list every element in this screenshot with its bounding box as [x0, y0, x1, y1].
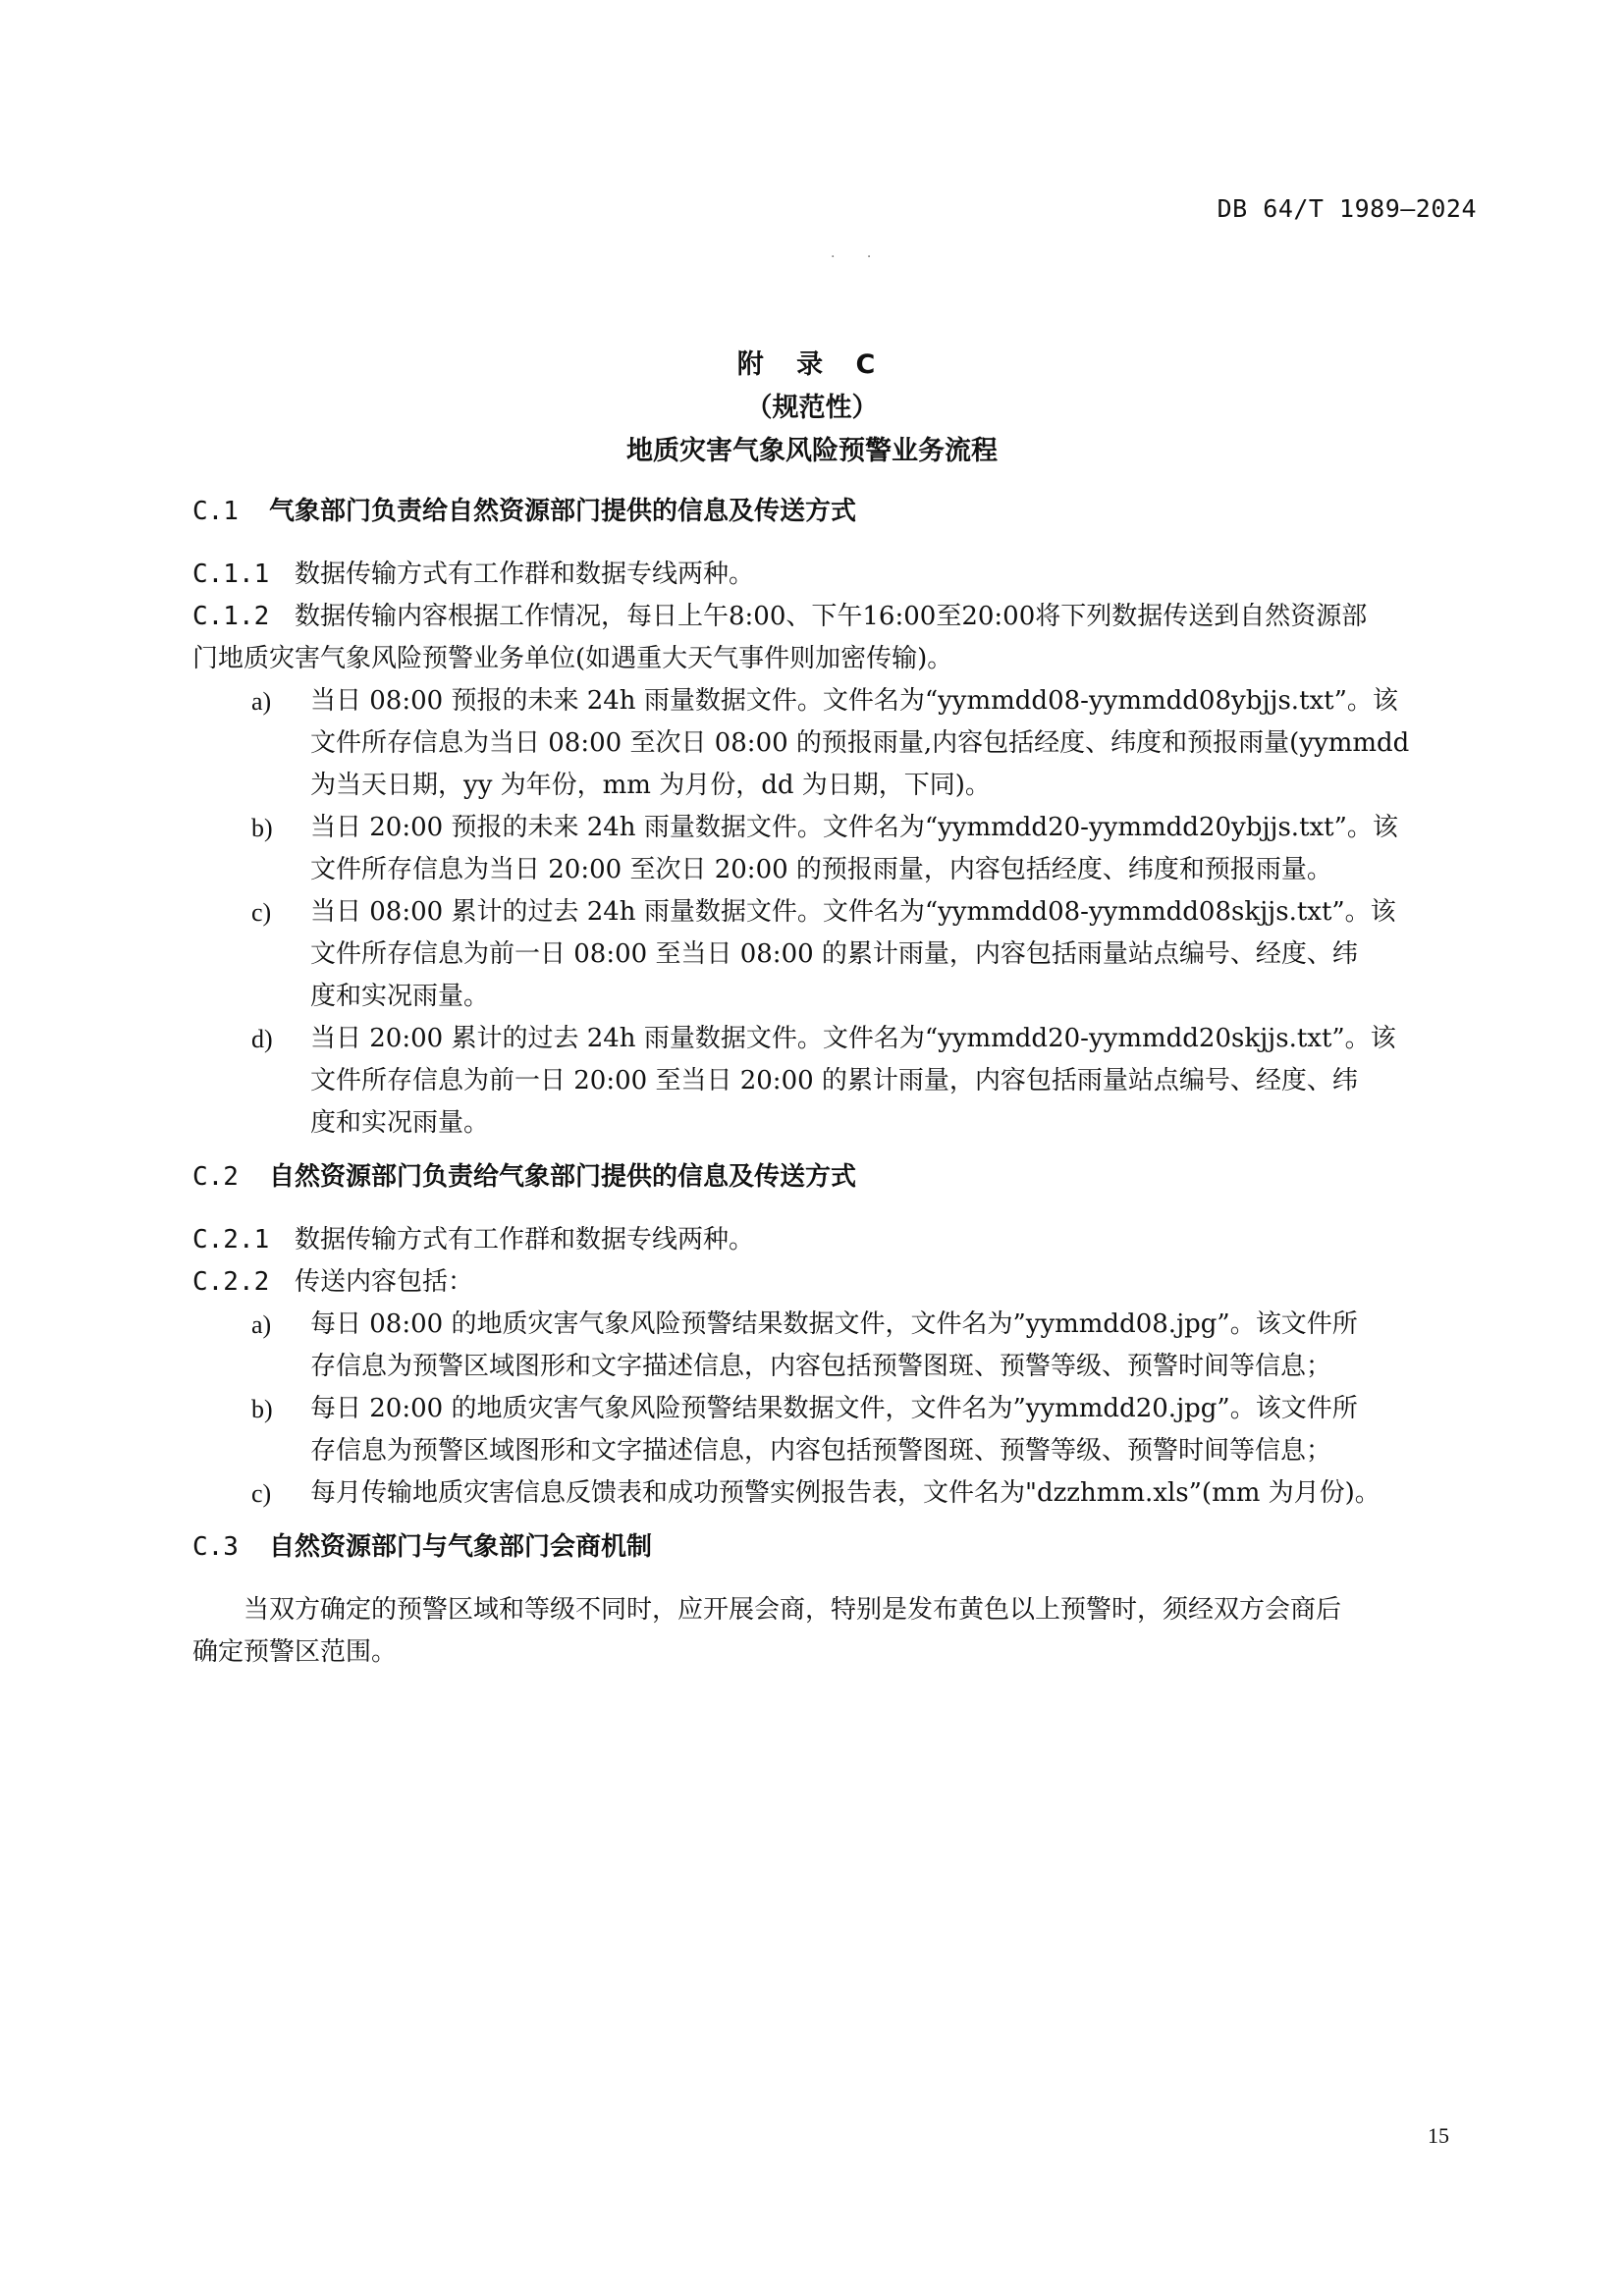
clause-text-continued: 门地质灾害气象风险预警业务单位(如遇重大天气事件则加密传输)。 [192, 644, 953, 673]
appendix-type: （规范性） [745, 393, 879, 423]
section-number: C.2 [192, 1162, 239, 1192]
list-item [192, 680, 1479, 807]
document-body [192, 491, 1479, 1674]
list-line: 存信息为预警区域图形和文字描述信息，内容包括预警图斑、预警等级、预警时间等信息； [310, 1436, 1332, 1466]
list-marker: a) [251, 687, 272, 716]
clause-c1-1 [192, 554, 1479, 596]
section-title: 自然资源部门与气象部门会商机制 [269, 1532, 653, 1562]
section-title: 自然资源部门负责给气象部门提供的信息及传送方式 [269, 1162, 857, 1192]
c3-paragraph [192, 1589, 1479, 1631]
list-marker: c) [251, 1479, 272, 1508]
page-number: 15 [1428, 2123, 1449, 2148]
clause-text: 传送内容包括： [295, 1267, 474, 1297]
list-line: 每日 08:00 的地质灾害气象风险预警结果数据文件，文件名为”yymmdd08.jpg”。该文件所 [310, 1309, 1358, 1339]
clause-number: C.2.1 [192, 1225, 270, 1255]
list-line: 当日 20:00 累计的过去 24h 雨量数据文件。文件名为“yymmdd20-yymmdd20skjjs.txt”。该 [310, 1024, 1396, 1053]
list-line: 每月传输地质灾害信息反馈表和成功预警实例报告表，文件名为"dzzhmm.xls”(mm 为月份)。 [310, 1478, 1380, 1508]
list-item [192, 807, 1479, 891]
list-line: 当日 08:00 累计的过去 24h 雨量数据文件。文件名为“yymmdd08-yymmdd08skjjs.txt”。该 [310, 897, 1396, 927]
list-line: 度和实况雨量。 [310, 1108, 490, 1138]
list-line: 文件所存信息为当日 20:00 至次日 20:00 的预报雨量，内容包括经度、纬度和预报雨量。 [310, 855, 1332, 884]
list-line: 文件所存信息为前一日 20:00 至当日 20:00 的累计雨量，内容包括雨量站点编号、经度、纬 [310, 1066, 1358, 1095]
clause-c1-2 [192, 596, 1479, 680]
list-line: 文件所存信息为前一日 08:00 至当日 08:00 的累计雨量，内容包括雨量站点编号、经度、纬 [310, 939, 1358, 969]
standard-code: DB 64/T 1989—2024 [1217, 194, 1477, 223]
paragraph-line: 当双方确定的预警区域和等级不同时，应开展会商，特别是发布黄色以上预警时，须经双方会商后 [244, 1595, 1342, 1625]
clause-number: C.1.2 [192, 602, 270, 631]
clause-c2-1 [192, 1219, 1479, 1261]
list-line: 存信息为预警区域图形和文字描述信息，内容包括预警图斑、预警等级、预警时间等信息； [310, 1352, 1332, 1381]
section-title: 气象部门负责给自然资源部门提供的信息及传送方式 [269, 497, 857, 526]
clause-text: 数据传输内容根据工作情况，每日上午8:00、下午16:00至20:00将下列数据传送到自然资源部 [295, 602, 1368, 631]
list-line: 每日 20:00 的地质灾害气象风险预警结果数据文件，文件名为”yymmdd20.jpg”。该文件所 [310, 1394, 1358, 1423]
appendix-name: 地质灾害气象风险预警业务流程 [626, 436, 998, 466]
list-line: 文件所存信息为当日 08:00 至次日 08:00 的预报雨量,内容包括经度、纬度和预报雨量(yymmdd [310, 728, 1410, 758]
list-line: 度和实况雨量。 [310, 982, 490, 1011]
list-item [192, 1472, 1479, 1515]
section-heading-c1 [192, 491, 1479, 533]
list-marker: b) [251, 814, 273, 842]
list-line: 当日 20:00 预报的未来 24h 雨量数据文件。文件名为“yymmdd20-yymmdd20ybjjs.txt”。该 [310, 813, 1398, 842]
c1-list [192, 680, 1479, 1145]
list-line: 为当天日期，yy 为年份，mm 为月份，dd 为日期，下同)。 [310, 771, 991, 800]
clause-number: C.2.2 [192, 1267, 270, 1297]
clause-text: 数据传输方式有工作群和数据专线两种。 [295, 560, 755, 589]
clause-text: 数据传输方式有工作群和数据专线两种。 [295, 1225, 755, 1255]
section-heading-c2 [192, 1156, 1479, 1199]
list-marker: d) [251, 1025, 273, 1053]
list-item [192, 1388, 1479, 1472]
clause-number: C.1.1 [192, 560, 270, 589]
section-number: C.1 [192, 497, 239, 526]
list-marker: a) [251, 1310, 272, 1339]
paragraph-line: 确定预警区范围。 [192, 1637, 398, 1667]
c2-list [192, 1304, 1479, 1515]
section-number: C.3 [192, 1532, 239, 1562]
appendix-title [0, 344, 1624, 473]
list-item [192, 1018, 1479, 1145]
list-item [192, 1304, 1479, 1388]
list-line: 当日 08:00 预报的未来 24h 雨量数据文件。文件名为“yymmdd08-yymmdd08ybjjs.txt”。该 [310, 686, 1398, 716]
appendix-label: 附 录 C [736, 349, 888, 380]
list-item [192, 891, 1479, 1018]
decorative-dots: · · [831, 249, 886, 265]
clause-c2-2 [192, 1261, 1479, 1304]
list-marker: c) [251, 898, 272, 927]
list-marker: b) [251, 1395, 273, 1423]
section-heading-c3 [192, 1526, 1479, 1569]
